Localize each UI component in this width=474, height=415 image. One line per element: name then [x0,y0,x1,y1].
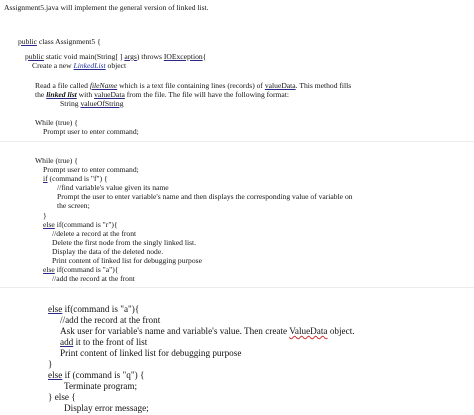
close-brace: } [43,211,47,220]
linkedlist-class: LinkedList [73,61,106,70]
error-line: Display error message; [64,403,149,413]
else-keyword: else [48,370,63,380]
while-line-2: While (true) { [35,156,78,165]
if-keyword: if [43,174,48,183]
filename-word: fileName [89,81,118,90]
class-declaration-rest: class Assignment5 { [36,37,101,46]
linked-list-bold: linked list [46,90,77,99]
else-a-rest: if(command is "a"){ [62,304,140,314]
read-l1-post: . This method fills [295,81,352,90]
print-debug-line: Print content of linked list for debugging purpose [60,348,242,358]
terminate-line: Terminate program; [64,381,138,391]
else-keyword: else [43,265,55,274]
add-keyword: add [60,337,74,347]
valuedata-word: valueData [264,81,296,90]
delete-step-3: Print content of linked list for debugging purpose [52,256,202,265]
main-signature [25,53,206,61]
add-comment-large: //add the record at the front [60,315,161,325]
intro-text: Assignment5.java will implement the general version of linked list. [4,3,209,12]
else-keyword: else [48,304,63,314]
else-line: } else { [48,392,76,402]
find-comment: //find variable's value given its name [57,183,169,192]
else-a-rest: if(command is "a"){ [54,265,119,274]
args-word: args [124,52,137,61]
create-pre: Create a new [32,61,74,70]
else-a-line-large [48,305,139,314]
read-line-1 [35,82,351,90]
add-front-rest: it to the front of list [73,337,148,347]
delete-step-2: Display the data of the deleted node. [52,247,164,256]
else-q-rest: if (command is "q") { [62,370,145,380]
public-keyword: public [18,37,37,46]
read-l1-mid: which is a text file containing lines (records) of [117,81,265,90]
else-r-rest: if(command is "r"){ [54,220,118,229]
close-brace: } [48,359,53,369]
ask-post: object. [327,326,355,336]
find-prompt: Prompt the user to enter variable's name and then displays the corresponding value of variable on [57,192,353,201]
delete-comment: //delete a record at the front [52,229,137,238]
if-rest: (command is "f") { [47,174,108,183]
sig-pre: static void main(String[ ] [43,52,125,61]
sig-mid: ) throws [136,52,164,61]
delete-step-1: Delete the first node from the singly linked list. [52,238,197,247]
valueofstring-word: valueOfString [80,99,124,108]
ask-user-line [60,327,355,336]
create-post: object [105,61,127,70]
read-l2-post: from the file. The file will have the following format: [124,90,290,99]
divider [0,141,474,142]
read-line-2 [35,91,289,99]
sig-post: { [202,52,207,61]
public-keyword: public [25,52,44,61]
class-declaration [18,38,101,46]
valuedata-word: ValueData [289,326,328,336]
create-line [32,62,126,70]
while-line-1: While (true) { [35,118,78,127]
find-prompt-cont: the screen; [57,201,90,210]
ask-pre: Ask user for variable's name and variable's value. Then create [60,326,290,336]
add-comment: //add the record at the front [52,274,135,283]
prompt-line-1: Prompt user to enter command; [43,127,139,136]
else-q-line [48,371,144,380]
read-l1-pre: Read a file called [35,81,90,90]
prompt-line-2: Prompt user to enter command; [43,165,139,174]
else-a-line [43,266,118,274]
read-l3-pre: String [60,99,81,108]
read-l2-pre: the [35,90,47,99]
read-line-3 [60,100,124,108]
read-l2-mid: with [76,90,95,99]
valuedata-word: valueData [94,90,125,99]
else-keyword: else [43,220,55,229]
add-front-line [60,338,147,347]
divider [0,287,474,288]
if-f-line [43,175,108,183]
exception-name: IOException [163,52,203,61]
else-r-line [43,221,118,229]
